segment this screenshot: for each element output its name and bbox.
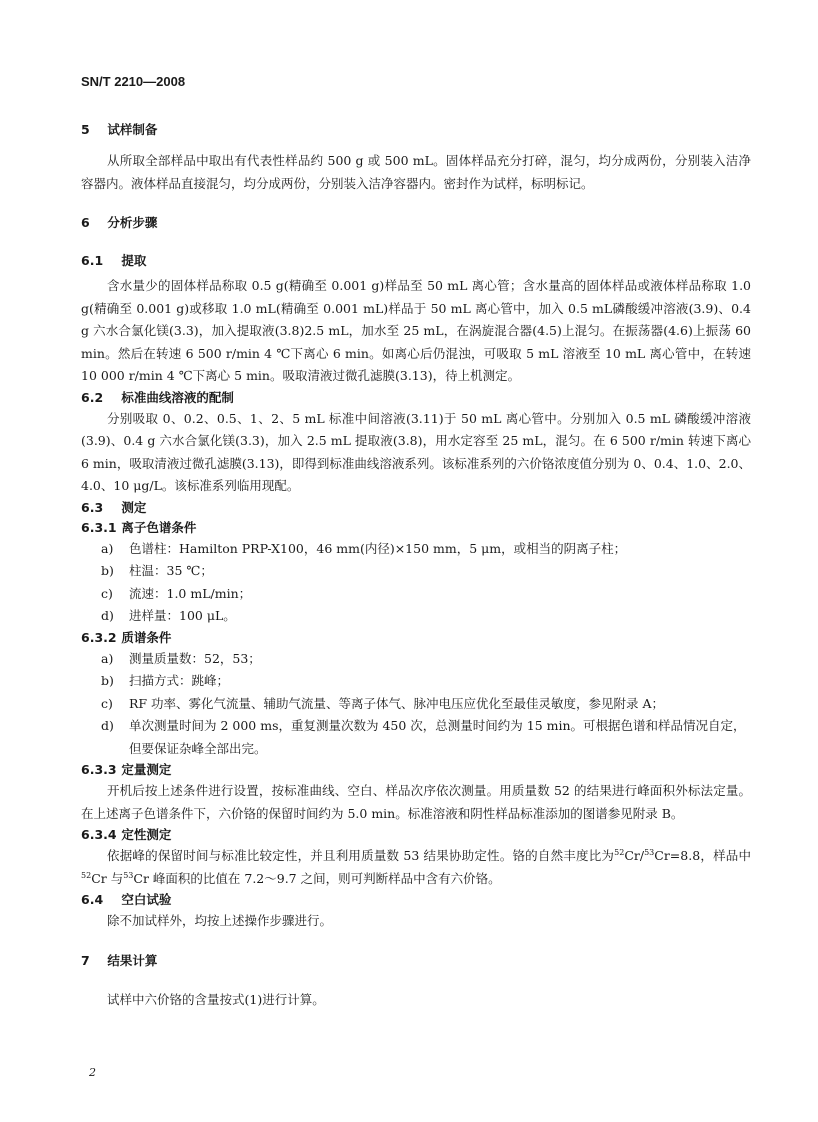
section-6-2-paragraph: 分别吸取 0、0.2、0.5、1、2、5 mL 标准中间溶液(3.11)于 50 mL 离心管中。分别加入 0.5 mL 磷酸缓冲溶液(3.9)、0.4 g 六水合氯化镁(3.3)，加入 2.5 mL 提取液(3.8)，用水定容至 25 mL，混匀。在 6 500 r/min 转速下离心 6 min，吸取清液过微孔滤膜(3.13)，即得到标准曲线溶液系列。该标准系列的六价铬浓度值分别为 0、0.4、1.0、2.0、4.0、10 μg/L。该标准系列临用现配。 [81,410,751,493]
section-title: 质谱条件 [121,629,172,645]
list-text: 流速：1.0 mL/min； [129,585,252,601]
section-title: 分析步骤 [107,215,158,230]
section-7-paragraph: 试样中六价铬的含量按式(1)进行计算。 [107,991,325,1007]
section-title: 定量测定 [121,762,172,777]
section-number: 6.4 [81,892,104,907]
paragraph-text: Cr=8.8，样品中 [654,848,751,863]
section-number: 6.3.1 [81,519,117,535]
isotope-mass: 52 [614,847,625,857]
list-marker: d) [101,608,114,623]
document-body [81,120,751,1011]
section-title: 提取 [121,253,147,268]
list-item [81,605,751,628]
section-6-4-paragraph: 除不加试样外，均按上述操作步骤进行。 [107,913,333,928]
list-text: 色谱柱：Hamilton PRP-X100，46 mm(内径)×150 mm，5 μm，或相当的阴离子柱； [129,540,627,556]
section-7-heading [81,951,751,971]
section-5-paragraph: 从所取全部样品中取出有代表性样品约 500 g 或 500 mL。固体样品充分打碎，混匀，均分成两份，分别装入洁净容器内。液体样品直接混匀，均分成两份，分别装入洁净容器内。密封作为试样，标明标记。 [81,153,751,191]
list-marker: d) [101,718,114,733]
section-number: 6 [81,215,90,230]
list-marker: c) [101,585,113,601]
list-item [81,715,751,760]
list-text: RF 功率、雾化气流量、辅助气流量、等离子体气、脉冲电压应优化至最佳灵敏度，参见附录 A； [129,695,665,711]
list-item [81,583,751,606]
paragraph-text: Cr/ [624,848,645,863]
section-6-3-4-paragraph [81,845,751,890]
list-item [81,560,751,583]
section-number: 6.3 [81,499,104,515]
section-title: 定性测定 [121,827,172,842]
section-6-3-1-heading [81,518,751,538]
list-text: 柱温：35 ℃； [129,563,213,578]
isotope-mass: 52 [81,870,92,880]
list-text: 测量质量数：52，53； [129,650,261,666]
isotope-mass: 53 [644,847,655,857]
list-text: 进样量：100 μL。 [129,608,236,623]
section-6-1-paragraph: 含水量少的固体样品称取 0.5 g(精确至 0.001 g)样品至 50 mL 离心管；含水量高的固体样品或液体样品称取 1.0 g(精确至 0.001 g)或移取 1.0 mL(精确至 0.001 mL)样品于 50 mL 离心管中，加入 0.5 mL磷酸缓冲溶液(3.9)、0.4 g 六水合氯化镁(3.3)，加入提取液(3.8)2.5 mL，加水至 25 mL，在涡旋混合器(4.5)上混匀。在振荡器(4.6)上振荡 60 min。然后在转速 6 500 r/min 4 ℃下离心 6 min。如离心后仍混浊，可吸取 5 mL 溶液至 10 mL 离心管中，在转速 10 000 r/min 4 ℃下离心 5 min。吸取清液过微孔滤膜(3.13)，待上机测定。 [81,278,751,383]
list-marker: a) [101,540,114,556]
section-6-3-heading [81,498,751,518]
list-text: 单次测量时间为 2 000 ms，重复测量次数为 450 次，总测量时间约为 15 min。可根据色谱和样品情况自定，但要保证杂峰全部出完。 [129,718,746,756]
section-number: 6.1 [81,253,104,268]
list-item [81,538,751,561]
paragraph-text: 依据峰的保留时间与标准比较定性，并且利用质量数 53 结果协助定性。铬的自然丰度比为 [107,848,615,863]
section-6-heading [81,213,751,233]
list-marker: a) [101,650,114,666]
isotope-mass: 53 [123,870,134,880]
section-6-2-heading [81,388,751,408]
section-title: 标准曲线溶液的配制 [121,389,234,405]
paragraph-text: Cr 峰面积的比值在 7.2～9.7 之间，则可判断样品中含有六价铬。 [133,870,501,886]
page-number: 2 [89,1066,96,1079]
section-6-3-2-heading [81,628,751,648]
section-number: 6.3.3 [81,762,117,777]
section-6-3-4-heading [81,825,751,845]
list-item [81,693,751,716]
list-item [81,648,751,671]
section-number: 6.3.4 [81,827,117,842]
section-6-1-heading [81,251,751,271]
list-text: 扫描方式：跳峰； [129,673,230,688]
list-marker: b) [101,563,114,578]
section-number: 5 [81,122,90,137]
section-6-3-3-heading [81,760,751,780]
section-number: 6.2 [81,389,104,405]
section-title: 试样制备 [107,122,158,137]
section-title: 测定 [121,499,147,515]
section-title: 结果计算 [107,952,158,968]
section-6-3-3-paragraph: 开机后按上述条件进行设置，按标准曲线、空白、样品次序依次测量。用质量数 52 的结果进行峰面积外标法定量。在上述离子色谱条件下，六价铬的保留时间约为 5.0 min。标准溶液和阴性样品标准添加的图谱参见附录 B。 [81,783,751,821]
list-marker: b) [101,673,114,688]
section-5-heading [81,120,751,140]
section-number: 7 [81,952,90,968]
paragraph-text: Cr 与 [91,870,124,886]
list-marker: c) [101,695,113,711]
section-number: 6.3.2 [81,629,117,645]
section-title: 空白试验 [121,892,172,907]
list-item [81,670,751,693]
section-title: 离子色谱条件 [121,519,197,535]
section-6-4-heading [81,890,751,910]
standard-code: SN/T 2210—2008 [81,74,186,89]
